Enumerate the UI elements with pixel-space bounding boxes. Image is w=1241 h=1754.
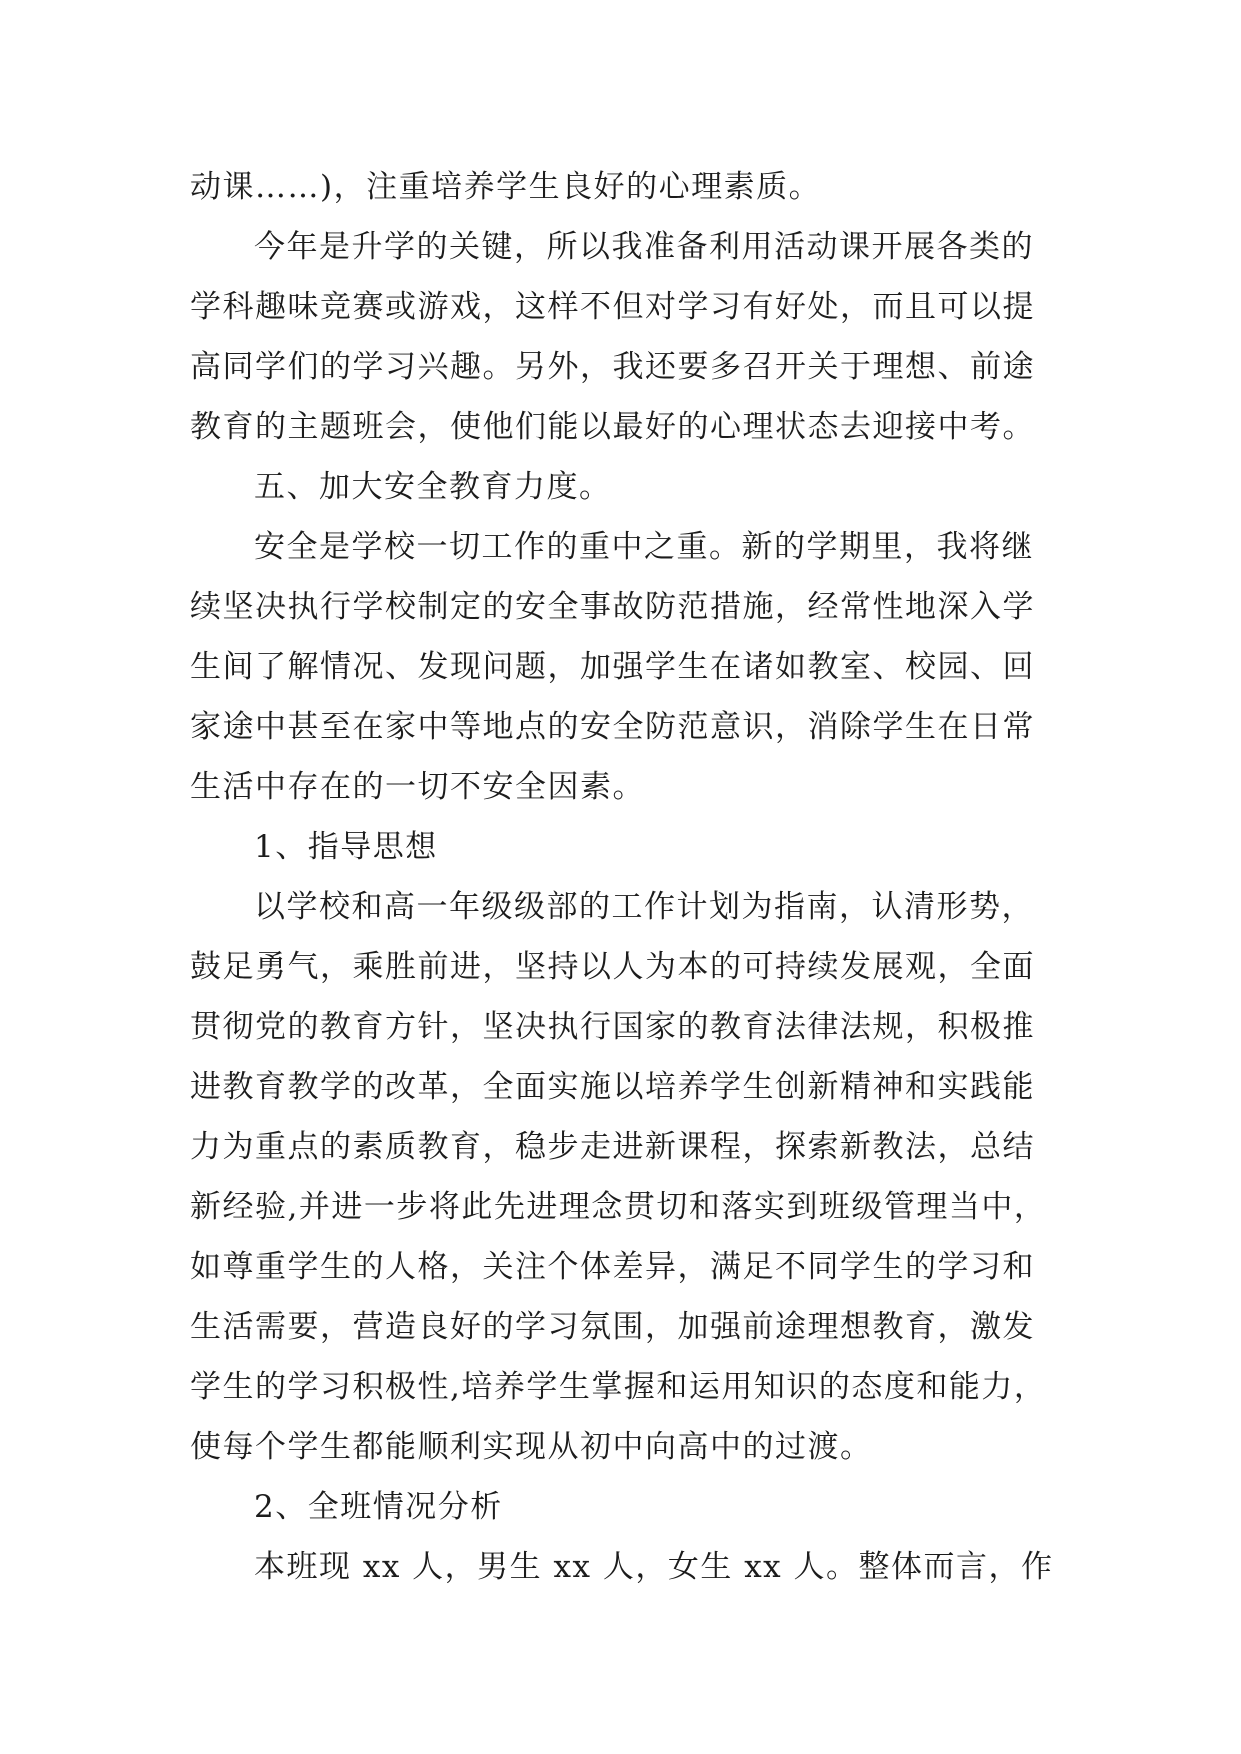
text-line: 新经验,并进一步将此先进理念贯切和落实到班级管理当中， [190,1189,1047,1225]
text-line: 学生的学习积极性,培养学生掌握和运用知识的态度和能力， [190,1369,1047,1405]
text-line: 进教育教学的改革，全面实施以培养学生创新精神和实践能 [190,1069,1035,1105]
text-line: 学科趣味竞赛或游戏，这样不但对学习有好处，而且可以提 [190,289,1035,325]
text-line: 生间了解情况、发现问题，加强学生在诸如教室、校园、回 [190,649,1035,685]
text-line: 本班现 xx 人，男生 xx 人，女生 xx 人。整体而言，作 [254,1549,1054,1585]
text-line: 贯彻党的教育方针，坚决执行国家的教育法律法规，积极推 [190,1009,1035,1045]
text-line: 教育的主题班会，使他们能以最好的心理状态去迎接中考。 [190,409,1035,445]
text-line: 家途中甚至在家中等地点的安全防范意识，消除学生在日常 [190,709,1035,745]
text-line: 生活需要，营造良好的学习氛围，加强前途理想教育，激发 [190,1309,1035,1345]
text-line: 如尊重学生的人格，关注个体差异，满足不同学生的学习和 [190,1249,1035,1285]
text-line: 五、加大安全教育力度。 [254,469,612,505]
text-line: 今年是升学的关键，所以我准备利用活动课开展各类的 [254,229,1034,265]
text-line: 鼓足勇气，乘胜前进，坚持以人为本的可持续发展观，全面 [190,949,1035,985]
text-line: 续坚决执行学校制定的安全事故防范措施，经常性地深入学 [190,589,1035,625]
document-body [190,157,1070,1597]
text-line: 力为重点的素质教育，稳步走进新课程，探索新教法，总结 [190,1129,1035,1165]
text-line: 以学校和高一年级级部的工作计划为指南，认清形势， [254,889,1034,925]
text-line: 安全是学校一切工作的重中之重。新的学期里，我将继 [254,529,1034,565]
text-line: 使每个学生都能顺利实现从初中向高中的过渡。 [190,1429,873,1465]
text-line: 1、指导思想 [254,829,438,865]
text-line: 生活中存在的一切不安全因素。 [190,769,645,805]
text-line: 动课……)，注重培养学生良好的心理素质。 [190,169,822,205]
text-line: 高同学们的学习兴趣。另外，我还要多召开关于理想、前途 [190,349,1035,385]
text-line: 2、全班情况分析 [254,1489,503,1525]
